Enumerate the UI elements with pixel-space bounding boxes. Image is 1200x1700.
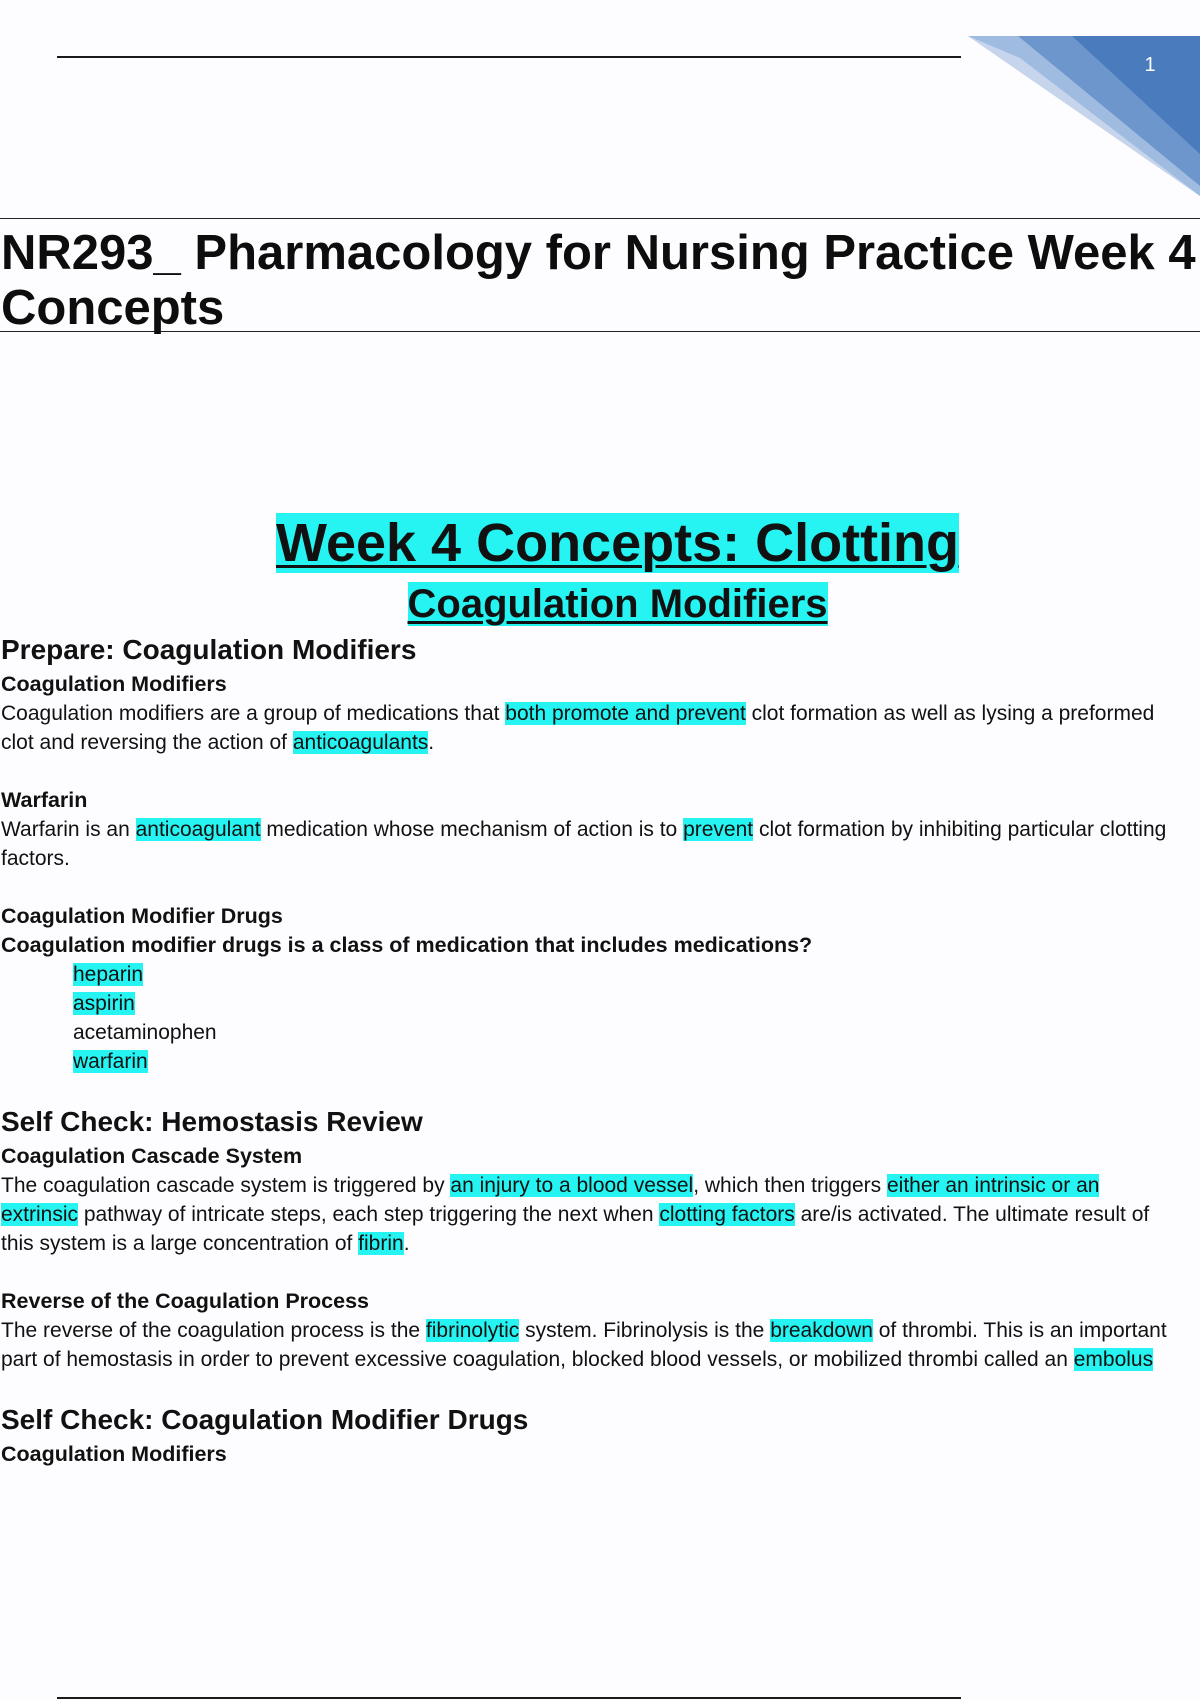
main-heading [0,512,1200,574]
document-body [1,630,1200,1469]
page-corner-decoration [960,36,1200,196]
subsection-title-cascade: Coagulation Cascade System [1,1144,303,1168]
answer-options [1,960,1200,1076]
sub-heading [0,581,1200,627]
paragraph-reverse: The reverse of the coagulation process is the fibrinolytic system. Fibrinolysis is the breakdown of thrombi. This is an important part of hemostasis in order to prevent excessive coagulation, blocked blood vessels, or mobilized thrombi called an embolus [1,1319,1167,1371]
section-heading-hemostasis: Self Check: Hemostasis Review [1,1106,423,1137]
answer-option: aspirin [73,992,135,1015]
subsection-title-reverse: Reverse of the Coagulation Process [1,1289,369,1313]
subsection-title-coagulation-modifiers: Coagulation Modifiers [1,672,227,696]
highlight: fibrin [358,1232,404,1255]
highlight: anticoagulants [292,731,429,754]
subsection-title-drugs: Coagulation Modifier Drugs [1,904,283,928]
document-title: NR293_ Pharmacology for Nursing Practice Week 4 Concepts [1,226,1196,335]
highlight: breakdown [770,1319,873,1342]
highlight: extrinsic [1,1203,79,1226]
paragraph-coagulation-modifiers: Coagulation modifiers are a group of medications that both promote and prevent clot formation as well as lysing a preformed clot and reversing the action of anticoagulants. [1,702,1155,754]
highlight: an injury to a blood vessel [450,1174,694,1197]
page-number: 1 [1144,54,1156,76]
subsection-title-drug-check: Coagulation Modifiers [1,1442,227,1466]
subsection-title-warfarin: Warfarin [1,788,88,812]
highlight: clotting factors [659,1203,795,1226]
footer-rule [57,1697,961,1699]
section-heading-prepare: Prepare: Coagulation Modifiers [1,634,417,665]
highlight: embolus [1073,1348,1154,1371]
answer-option: heparin [73,963,144,986]
highlight: prevent [683,818,754,841]
highlight: anticoagulant [135,818,261,841]
highlight: either an intrinsic or an [886,1174,1100,1197]
title-block [0,218,1200,335]
section-heading-drug-check: Self Check: Coagulation Modifier Drugs [1,1404,529,1435]
sub-heading-text: Coagulation Modifiers [407,582,828,626]
highlight: fibrinolytic [425,1319,520,1342]
question-text: Coagulation modifier drugs is a class of medication that includes medications? [1,933,813,957]
paragraph-warfarin: Warfarin is an anticoagulant medication whose mechanism of action is to prevent clot formation by inhibiting particular clotting factors. [1,818,1167,870]
header-rule [57,56,961,58]
highlight: both promote and prevent [505,702,746,725]
main-heading-text: Week 4 Concepts: Clotting [275,513,960,573]
answer-option: acetaminophen [73,1021,217,1044]
answer-option: warfarin [73,1050,148,1073]
paragraph-cascade: The coagulation cascade system is triggered by an injury to a blood vessel, which then triggers either an intrinsic or an extrinsic pathway of intricate steps, each step triggering the next when clotting factors are/is activated. The ultimate result of this system is a large concentration of fibrin. [1,1174,1150,1255]
